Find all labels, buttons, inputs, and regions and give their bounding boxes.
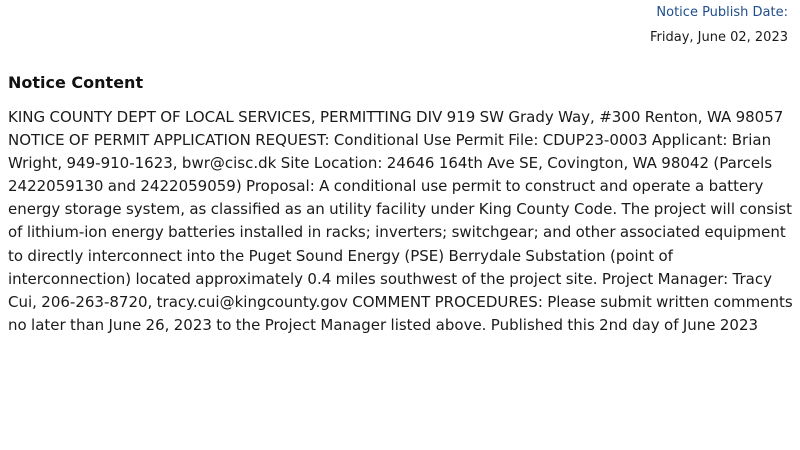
publish-date-block	[650, 4, 788, 48]
publish-date-label: Notice Publish Date:	[656, 5, 788, 20]
publish-date-value: Friday, June 02, 2023	[650, 30, 788, 45]
notice-content-heading: Notice Content	[8, 73, 144, 92]
notice-body-text: KING COUNTY DEPT OF LOCAL SERVICES, PERMITTING DIV 919 SW Grady Way, #300 Renton, WA 98057 NOTICE OF PERMIT APPLICATION REQUEST: Conditional Use Permit File: CDUP23-0003 Applicant: Brian Wright, 949-910-1623, bwr@cisc.dk Site Location: 24646 164th Ave SE, Covington, WA 98042 (Parcels 2422059130 and 2422059059) Proposal: A conditional use permit to construct and operate a battery energy storage system, as classified as an utility facility under King County Code. The project will consist of lithium-ion energy batteries installed in racks; inverters; switchgear; and other associated equipment to directly interconnect into the Puget Sound Energy (PSE) Berrydale Substation (point of interconnection) located approximately 0.4 miles southwest of the project site. Project Manager: Tracy Cui, 206-263-8720, tracy.cui@kingcounty.gov COMMENT PROCEDURES: Please submit written comments no later than June 26, 2023 to the Project Manager listed above. Published this 2nd day of June 2023	[8, 108, 793, 334]
